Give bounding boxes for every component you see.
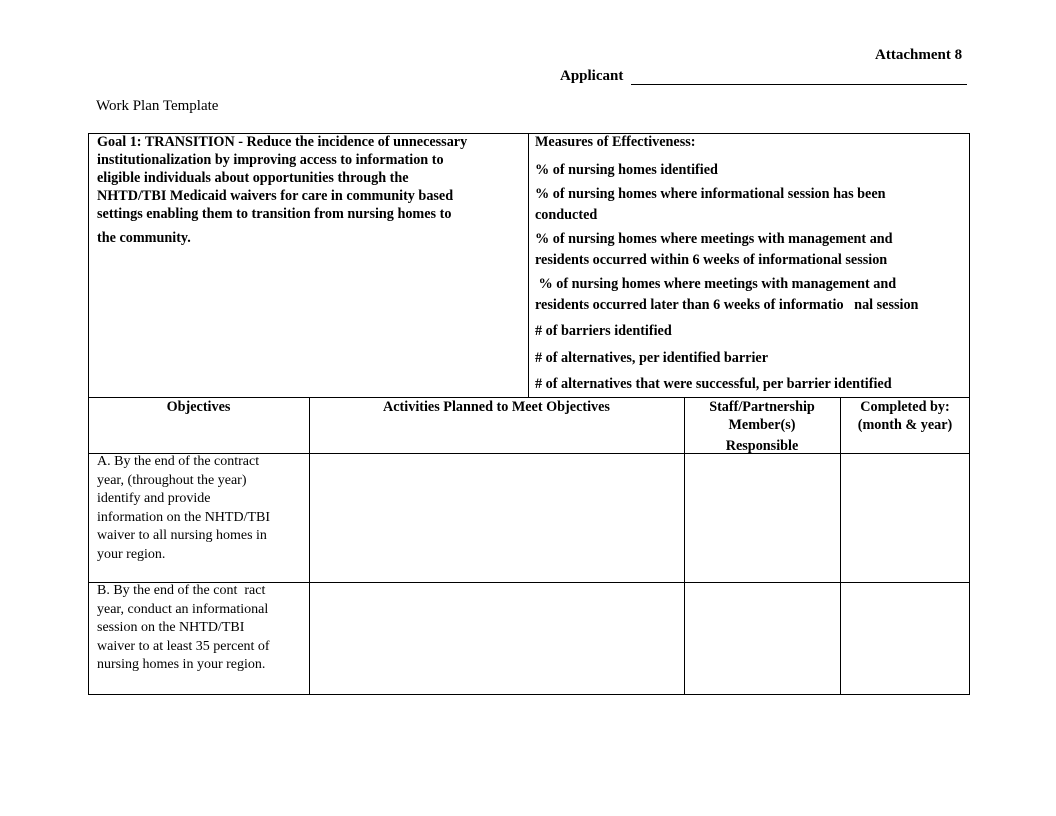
- objective-line: year, conduct an informational: [97, 601, 269, 617]
- applicant-blank-line[interactable]: [631, 71, 967, 85]
- objective-line: identify and provide: [97, 491, 211, 506]
- attachment-label: Attachment 8: [875, 47, 963, 63]
- completed-header-line: (month & year): [857, 417, 953, 433]
- staff-header-line: Member(s): [728, 417, 796, 433]
- goal-measures-divider: [528, 133, 529, 397]
- measure-item: % of nursing homes where meetings with management and: [535, 231, 893, 247]
- page-title: Work Plan Template: [96, 98, 219, 114]
- goal-line: eligible individuals about opportunities through the: [97, 170, 409, 186]
- staff-header: [684, 398, 840, 455]
- measure-item: # of alternatives, per identified barrier: [535, 350, 768, 366]
- measures-title: Measures of Effectiveness:: [535, 134, 696, 150]
- measure-item: % of nursing homes where informational session has been: [535, 186, 886, 202]
- staff-header-line: Staff/Partnership: [709, 399, 815, 415]
- activities-cell-a[interactable]: [310, 454, 684, 582]
- goal-line: Goal 1: TRANSITION - Reduce the incidence of unnecessary: [97, 134, 468, 150]
- measure-item: % of nursing homes where meetings with management and: [535, 276, 897, 292]
- objective-line: B. By the end of the cont ract: [97, 583, 266, 598]
- staff-cell-a[interactable]: [685, 454, 840, 582]
- goal-line: the community.: [97, 230, 191, 246]
- objective-line: waiver to all nursing homes in: [97, 528, 267, 543]
- objective-line: year, (throughout the year): [97, 472, 247, 488]
- goal-line: settings enabling them to transition from nursing homes to: [97, 206, 452, 222]
- objective-line: A. By the end of the contract: [97, 454, 260, 469]
- objective-line: nursing homes in your region.: [97, 657, 266, 672]
- objective-line: information on the NHTD/TBI: [97, 509, 271, 525]
- activities-header: Activities Planned to Meet Objectives: [383, 399, 610, 415]
- applicant-label: Applicant: [560, 68, 624, 84]
- measure-item: conducted: [535, 207, 598, 223]
- objective-a-cell: [97, 453, 307, 564]
- objective-line: your region.: [97, 546, 166, 562]
- completed-header: [840, 398, 970, 434]
- activities-cell-b[interactable]: [310, 583, 684, 694]
- applicant-row: [560, 68, 967, 85]
- completed-cell-a[interactable]: [841, 454, 969, 582]
- objective-b-cell: [97, 582, 307, 675]
- goal-line: institutionalization by improving access to information to: [97, 152, 444, 168]
- measure-item: % of nursing homes identified: [535, 162, 718, 178]
- completed-header-line: Completed by:: [860, 399, 950, 415]
- measure-item: # of barriers identified: [535, 323, 672, 339]
- goal-cell: [97, 133, 525, 247]
- objective-line: session on the NHTD/TBI: [97, 620, 245, 635]
- goal-line: NHTD/TBI Medicaid waivers for care in community based: [97, 188, 454, 204]
- staff-cell-b[interactable]: [685, 583, 840, 694]
- completed-cell-b[interactable]: [841, 583, 969, 694]
- objective-line: waiver to at least 35 percent of: [97, 638, 270, 654]
- staff-header-line: Responsible: [725, 438, 799, 454]
- measure-item: residents occurred within 6 weeks of informational session: [535, 252, 888, 268]
- measure-item: residents occurred later than 6 weeks of informatio nal session: [535, 297, 919, 313]
- objectives-header: Objectives: [166, 399, 231, 415]
- measure-item: # of alternatives that were successful, per barrier identified: [535, 376, 892, 392]
